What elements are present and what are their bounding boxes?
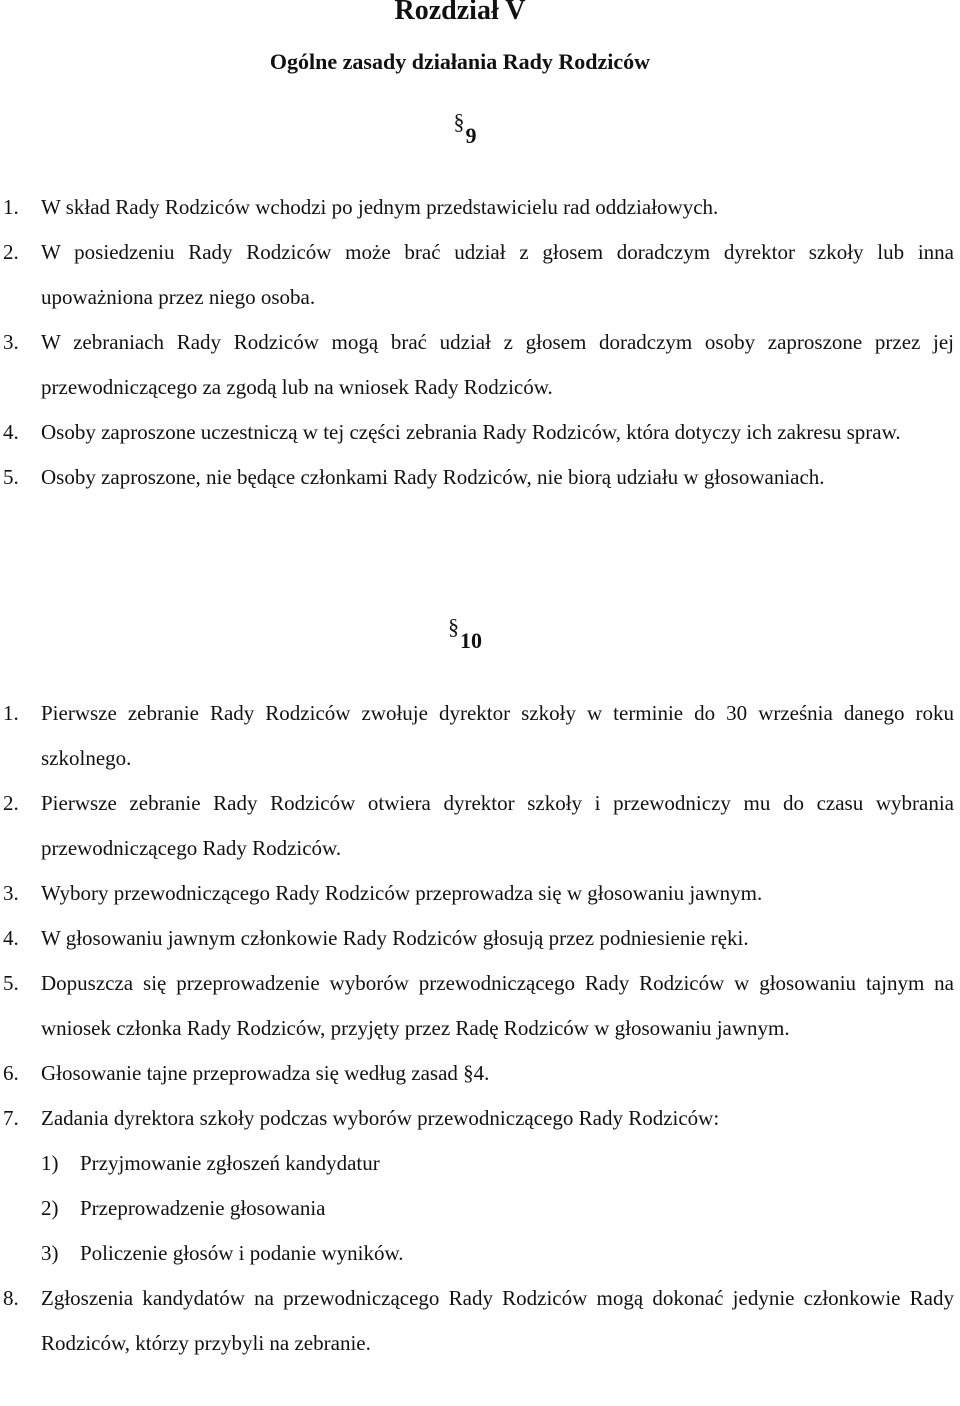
- item-text: W zebraniach Rady Rodziców mogą brać udział z głosem doradczym osoby zaproszone przez jej przewodniczącego za zgodą lub na wniosek Rady Rodziców.: [41, 330, 954, 399]
- sub-item-number: 3): [41, 1241, 59, 1265]
- item-number: 4.: [3, 926, 19, 950]
- list-item: [0, 1096, 960, 1141]
- item-text: W głosowaniu jawnym członkowie Rady Rodziców głosują przez podniesienie ręki.: [41, 926, 749, 950]
- item-number: 3.: [3, 330, 19, 354]
- item-number: 4.: [3, 420, 19, 444]
- sub-item-text: Przeprowadzenie głosowania: [80, 1196, 326, 1220]
- list-item: [0, 455, 960, 500]
- item-number: 2.: [3, 791, 19, 815]
- sub-list-item: [0, 1141, 960, 1186]
- section-heading-10: [0, 614, 930, 657]
- item-number: 3.: [3, 881, 19, 905]
- section-9-list: [0, 185, 960, 500]
- section-number: 9: [465, 123, 477, 148]
- sub-item-number: 1): [41, 1151, 59, 1175]
- list-item: [0, 185, 960, 230]
- list-item: [0, 410, 960, 455]
- item-number: 7.: [3, 1106, 19, 1130]
- list-item: [0, 230, 960, 320]
- sub-item-number: 2): [41, 1196, 59, 1220]
- sub-item-text: Przyjmowanie zgłoszeń kandydatur: [80, 1151, 380, 1175]
- item-text: Pierwsze zebranie Rady Rodziców zwołuje dyrektor szkoły w terminie do 30 września danego roku szkolnego.: [41, 701, 954, 770]
- item-text: Pierwsze zebranie Rady Rodziców otwiera dyrektor szkoły i przewodniczy mu do czasu wybrania przewodniczącego Rady Rodziców.: [41, 791, 954, 860]
- sub-list-item: [0, 1231, 960, 1276]
- section-symbol: §: [448, 614, 459, 639]
- section-number: 10: [460, 628, 482, 653]
- list-item: [0, 320, 960, 410]
- item-number: 1.: [3, 701, 19, 725]
- item-number: 5.: [3, 465, 19, 489]
- section-10-list: [0, 691, 960, 1366]
- item-text: Wybory przewodniczącego Rady Rodziców przeprowadza się w głosowaniu jawnym.: [41, 881, 763, 905]
- list-item: [0, 871, 960, 916]
- list-item: [0, 1276, 960, 1366]
- item-number: 1.: [3, 195, 19, 219]
- item-text: Zgłoszenia kandydatów na przewodniczącego Rady Rodziców mogą dokonać jedynie członkowie Rady Rodziców, którzy przybyli na zebranie.: [41, 1286, 954, 1355]
- item-text: W skład Rady Rodziców wchodzi po jednym przedstawicielu rad oddziałowych.: [41, 195, 719, 219]
- item-text: Głosowanie tajne przeprowadza się według zasad §4.: [41, 1061, 490, 1085]
- item-text: Osoby zaproszone uczestniczą w tej części zebrania Rady Rodziców, która dotyczy ich zakresu spraw.: [41, 420, 901, 444]
- section-symbol: §: [453, 109, 465, 134]
- list-item: [0, 1051, 960, 1096]
- item-text: Dopuszcza się przeprowadzenie wyborów przewodniczącego Rady Rodziców w głosowaniu tajnym na wniosek członka Rady Rodziców, przyjęty przez Radę Rodziców w głosowaniu jawnym.: [41, 971, 954, 1040]
- item-number: 2.: [3, 240, 19, 264]
- sub-item-text: Policzenie głosów i podanie wyników.: [80, 1241, 404, 1265]
- item-text: Zadania dyrektora szkoły podczas wyborów przewodniczącego Rady Rodziców:: [41, 1106, 720, 1130]
- item-text: Osoby zaproszone, nie będące członkami Rady Rodziców, nie biorą udziału w głosowaniach.: [41, 465, 825, 489]
- chapter-subtitle: Ogólne zasady działania Rady Rodziców: [269, 49, 651, 74]
- chapter-title: Rozdział V: [394, 0, 526, 26]
- item-number: 6.: [3, 1061, 19, 1085]
- list-item: [0, 781, 960, 871]
- item-text: W posiedzeniu Rady Rodziców może brać udział z głosem doradczym dyrektor szkoły lub inna upoważniona przez niego osoba.: [41, 240, 954, 309]
- list-item: [0, 916, 960, 961]
- list-item: [0, 691, 960, 781]
- item-number: 5.: [3, 971, 19, 995]
- item-number: 8.: [3, 1286, 19, 1310]
- sub-list-item: [0, 1186, 960, 1231]
- section-heading-9: [0, 109, 930, 152]
- list-item: [0, 961, 960, 1051]
